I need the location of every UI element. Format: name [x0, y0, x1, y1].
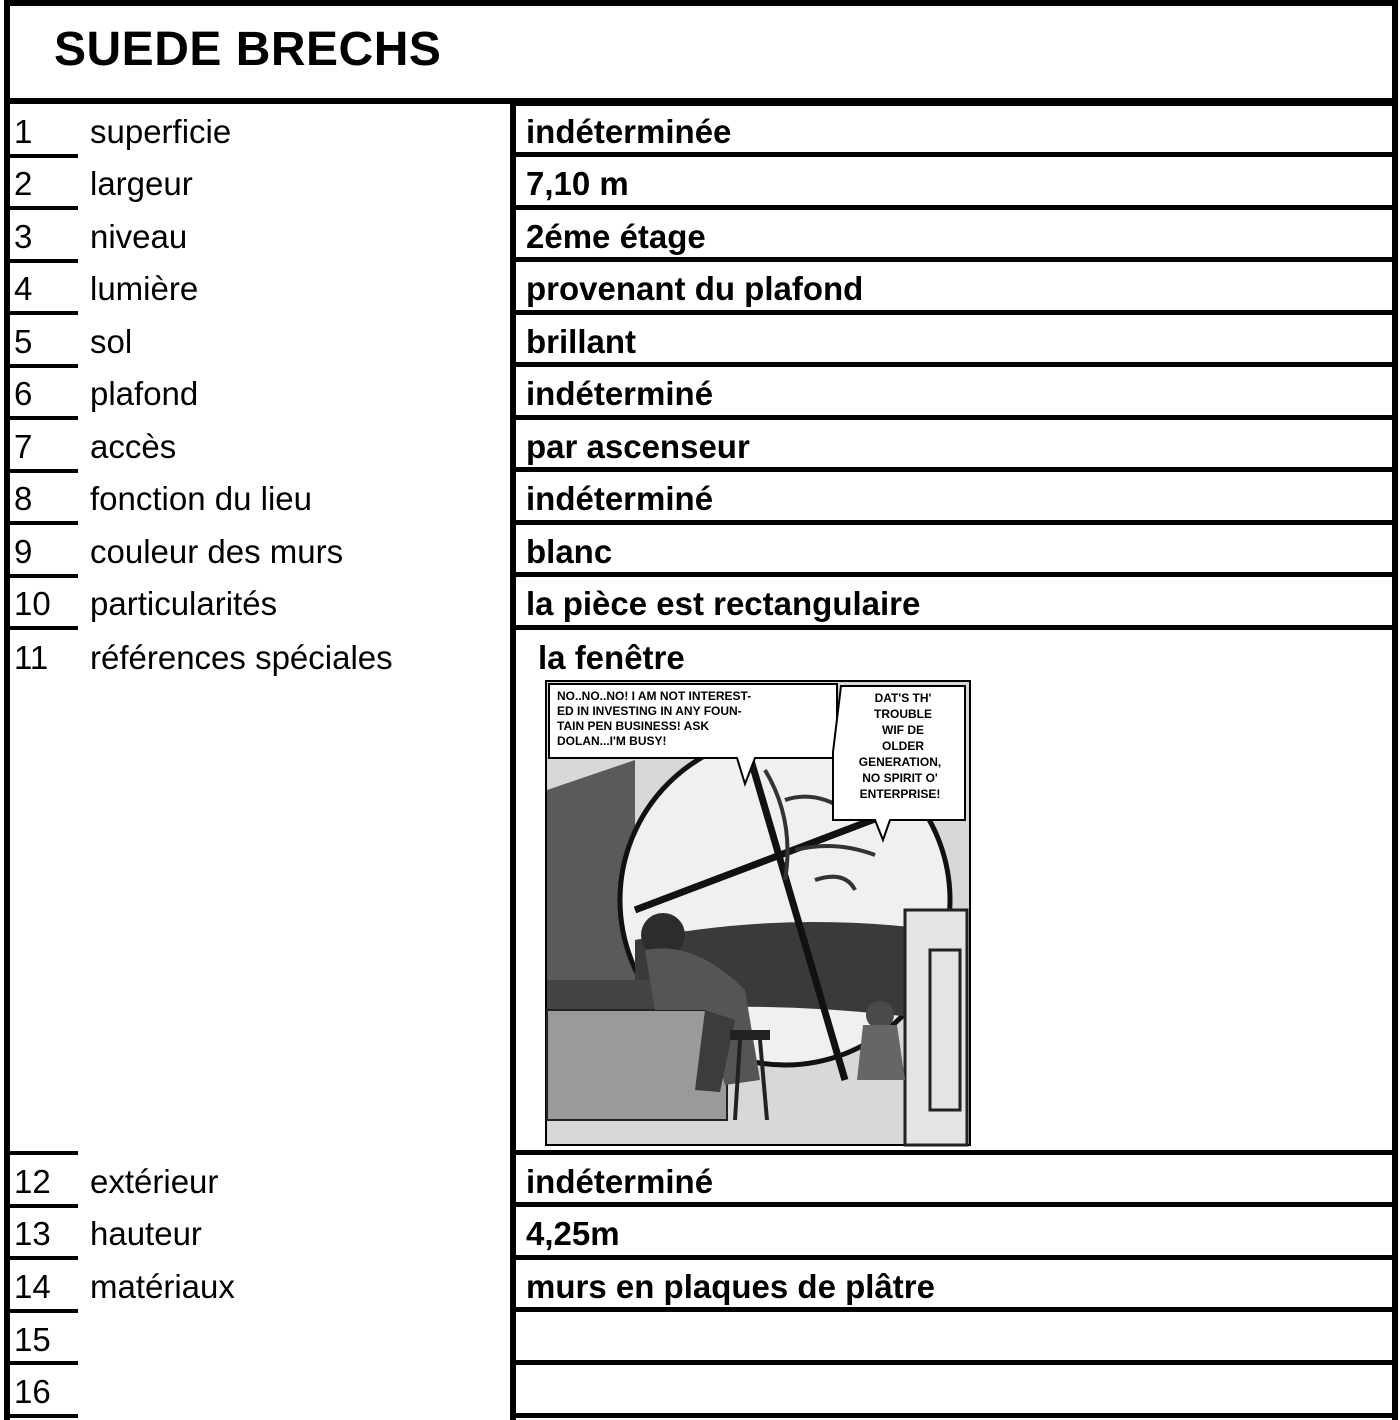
speech-text: WIF DE	[882, 723, 924, 737]
row-value: murs en plaques de plâtre	[526, 1268, 935, 1305]
table-row	[0, 261, 1400, 314]
value-box-border	[516, 205, 1398, 210]
visitor-body	[857, 1025, 905, 1080]
row-label: niveau	[90, 218, 188, 255]
row-label: plafond	[90, 375, 199, 412]
stool-seat	[730, 1030, 770, 1040]
row-value: blanc	[526, 533, 613, 570]
value-box-border	[516, 101, 1398, 106]
value-box-border	[516, 520, 1398, 525]
row-value: la fenêtre	[538, 639, 685, 676]
speech-text: TROUBLE	[874, 707, 932, 721]
value-box-border	[516, 257, 1398, 262]
row-value: provenant du plafond	[526, 270, 864, 307]
row-number: 8	[14, 480, 33, 517]
row-number: 14	[14, 1268, 51, 1305]
value-box-border	[516, 152, 1398, 157]
value-box-border	[516, 1413, 1398, 1418]
row-value: brillant	[526, 323, 637, 360]
table-row	[0, 630, 1400, 683]
row-value: la pièce est rectangulaire	[526, 585, 921, 622]
value-box-border	[516, 1360, 1398, 1365]
value-box-border	[516, 1150, 1398, 1155]
table-row	[0, 1259, 1400, 1312]
row-number: 4	[14, 270, 33, 307]
row-tick	[4, 521, 78, 525]
row-tick	[4, 416, 78, 420]
value-box-border	[516, 1202, 1398, 1207]
row-tick	[4, 1414, 78, 1418]
table-row	[0, 366, 1400, 419]
row-label: extérieur	[90, 1163, 219, 1200]
value-box-border	[516, 1307, 1398, 1312]
table-row	[0, 1206, 1400, 1259]
row-tick	[4, 259, 78, 263]
row-value: 7,10 m	[526, 165, 629, 202]
table-row	[0, 104, 1400, 157]
row-tick	[4, 469, 78, 473]
row-label: références spéciales	[90, 639, 393, 676]
speech-text: TAIN PEN BUSINESS! ASK	[557, 719, 710, 733]
row-tick	[4, 1151, 78, 1155]
value-box-border	[516, 310, 1398, 315]
row-value: 4,25m	[526, 1215, 620, 1252]
row-tick	[4, 1309, 78, 1313]
row-number: 11	[14, 639, 49, 676]
row-value: indéterminé	[526, 1163, 714, 1200]
row-number: 9	[14, 533, 33, 570]
row-number: 15	[14, 1321, 51, 1358]
value-box-border	[516, 467, 1398, 472]
row-label: matériaux	[90, 1268, 235, 1305]
value-box-border	[516, 1255, 1398, 1260]
row-number: 2	[14, 165, 33, 202]
row-number: 6	[14, 375, 33, 412]
comic-panel-illustration	[545, 680, 971, 1150]
table-row	[0, 524, 1400, 577]
speech-text: GENERATION,	[858, 755, 942, 769]
row-value: 2éme étage	[526, 218, 706, 255]
page-title: SUEDE BRECHS	[54, 23, 442, 76]
row-number: 3	[14, 218, 33, 255]
speech-text: DAT'S TH'	[874, 691, 932, 705]
row-tick	[4, 1256, 78, 1260]
row-number: 7	[14, 428, 33, 465]
value-box-border	[516, 572, 1398, 577]
row-tick	[4, 311, 78, 315]
row-tick	[4, 626, 78, 630]
speech-text: NO..NO..NO! I AM NOT INTEREST-	[557, 689, 752, 703]
row-label: accès	[90, 428, 177, 465]
row-value: indéterminée	[526, 113, 732, 150]
value-box-border	[516, 362, 1398, 367]
row-tick	[4, 364, 78, 368]
row-number: 13	[14, 1215, 51, 1252]
table-row	[0, 576, 1400, 629]
value-box-border	[516, 625, 1398, 630]
visitor-head	[866, 1001, 894, 1029]
table-row	[0, 419, 1400, 472]
speech-text: DOLAN...I'M BUSY!	[557, 734, 667, 748]
row-label: largeur	[90, 165, 193, 202]
table-row	[0, 1364, 1400, 1417]
table-row	[0, 209, 1400, 262]
value-box-border	[516, 415, 1398, 420]
row-number: 1	[14, 113, 33, 150]
row-tick	[4, 1204, 78, 1208]
row-tick	[4, 574, 78, 578]
row-tick	[4, 1361, 78, 1365]
speech-text: ENTERPRISE!	[859, 787, 941, 801]
table-row	[0, 156, 1400, 209]
row-label: lumière	[90, 270, 199, 307]
speech-text: OLDER	[882, 739, 924, 753]
row-tick	[4, 206, 78, 210]
row-value: par ascenseur	[526, 428, 750, 465]
table-row	[0, 1312, 1400, 1365]
row-label: particularités	[90, 585, 278, 622]
table-row	[0, 471, 1400, 524]
row-label: sol	[90, 323, 133, 360]
row-value: indéterminé	[526, 375, 714, 412]
row-label: superficie	[90, 113, 232, 150]
row-label: fonction du lieu	[90, 480, 312, 517]
row-number: 10	[14, 585, 51, 622]
table-row	[0, 1154, 1400, 1207]
row-number: 5	[14, 323, 33, 360]
row-value: indéterminé	[526, 480, 714, 517]
row-number: 12	[14, 1163, 51, 1200]
speech-text: ED IN INVESTING IN ANY FOUN-	[557, 704, 742, 718]
row-number: 16	[14, 1373, 51, 1410]
frame-top-border	[4, 0, 1398, 6]
row-tick	[4, 154, 78, 158]
row-label: couleur des murs	[90, 533, 344, 570]
speech-text: NO SPIRIT O'	[862, 771, 938, 785]
table-row	[0, 314, 1400, 367]
row-label: hauteur	[90, 1215, 202, 1252]
